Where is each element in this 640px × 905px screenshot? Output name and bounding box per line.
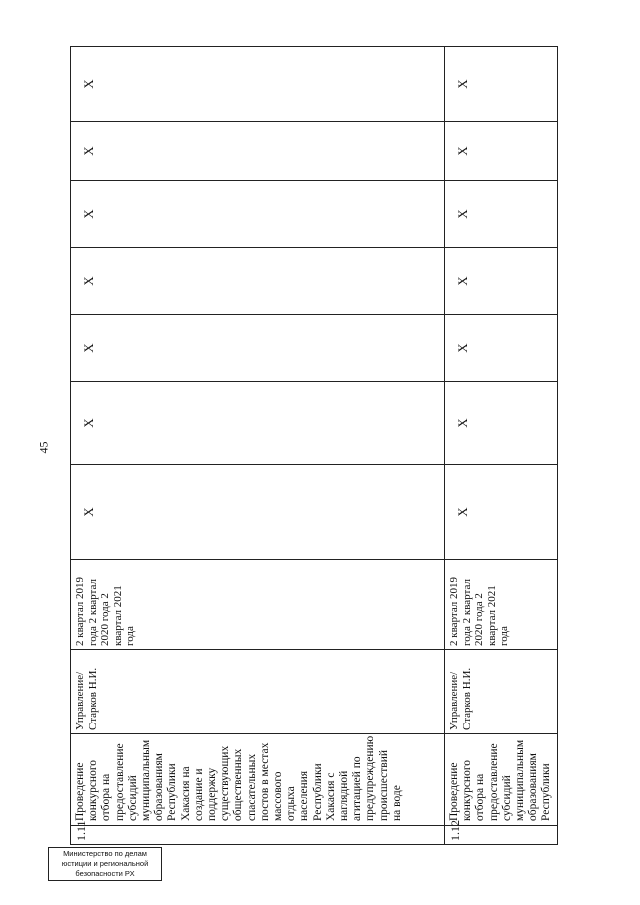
responsible-cell xyxy=(71,650,445,734)
ministry-stamp xyxy=(48,847,162,881)
stamp-line: юстиции и региональной xyxy=(61,859,149,868)
row-number-cell xyxy=(445,820,558,845)
responsible-cell xyxy=(445,650,558,734)
mark-cell xyxy=(445,122,558,181)
mark-cell xyxy=(445,382,558,465)
term-cell xyxy=(71,560,445,650)
mark-cell xyxy=(71,47,445,122)
mark: X xyxy=(455,343,470,353)
mark: X xyxy=(81,79,96,89)
program-table xyxy=(70,46,558,845)
term: 2 квартал 2019 года 2 квартал 2020 года 2 квартал 2021 года xyxy=(448,576,510,646)
mark-cell xyxy=(71,122,445,181)
term: 2 квартал 2019 года 2 квартал 2020 года 2 квартал 2021 года xyxy=(74,576,136,646)
mark-cell xyxy=(445,248,558,315)
mark: X xyxy=(455,276,470,286)
mark-cell xyxy=(445,315,558,382)
activity-name: Проведение конкурсного отбора на предоставление субсидий муниципальным образованиям Республики xyxy=(448,739,553,821)
mark-cell xyxy=(445,465,558,560)
mark: X xyxy=(455,418,470,428)
mark: X xyxy=(455,146,470,156)
mark-cell xyxy=(71,181,445,248)
mark: X xyxy=(81,507,96,517)
stamp-line: Министерство по делам xyxy=(63,849,147,858)
term-cell xyxy=(445,560,558,650)
mark-cell xyxy=(71,382,445,465)
responsible: Управление/ Старков Н.И. xyxy=(448,667,473,730)
row-number: 1.11 xyxy=(74,820,88,841)
mark: X xyxy=(81,209,96,219)
table-row xyxy=(445,47,558,845)
mark-cell xyxy=(71,248,445,315)
activity-name: Проведение конкурсного отбора на предоставление субсидий муниципальным образованиям Республики Хакасия на создание и поддержку существующих общественных спасательных постов в местах массового отдыха населения Республики Хакасия с наглядной агитацией по предупреждению происшествий на воде xyxy=(74,735,403,821)
mark-cell xyxy=(445,181,558,248)
mark: X xyxy=(455,79,470,89)
mark: X xyxy=(455,209,470,219)
rotated-table-area xyxy=(70,47,553,845)
page-number: 45 xyxy=(36,441,51,454)
mark: X xyxy=(455,507,470,517)
activity-name-cell xyxy=(445,734,558,826)
stamp-line: безопасности РХ xyxy=(75,869,135,878)
mark-cell xyxy=(71,315,445,382)
activity-name-cell xyxy=(71,734,445,826)
mark: X xyxy=(81,343,96,353)
row-number: 1.12 xyxy=(448,820,462,841)
table-row xyxy=(71,47,445,845)
row-number-cell xyxy=(71,820,445,845)
mark-cell xyxy=(445,47,558,122)
mark: X xyxy=(81,276,96,286)
mark: X xyxy=(81,146,96,156)
responsible: Управление/ Старков Н.И. xyxy=(74,667,99,730)
mark: X xyxy=(81,418,96,428)
mark-cell xyxy=(71,465,445,560)
